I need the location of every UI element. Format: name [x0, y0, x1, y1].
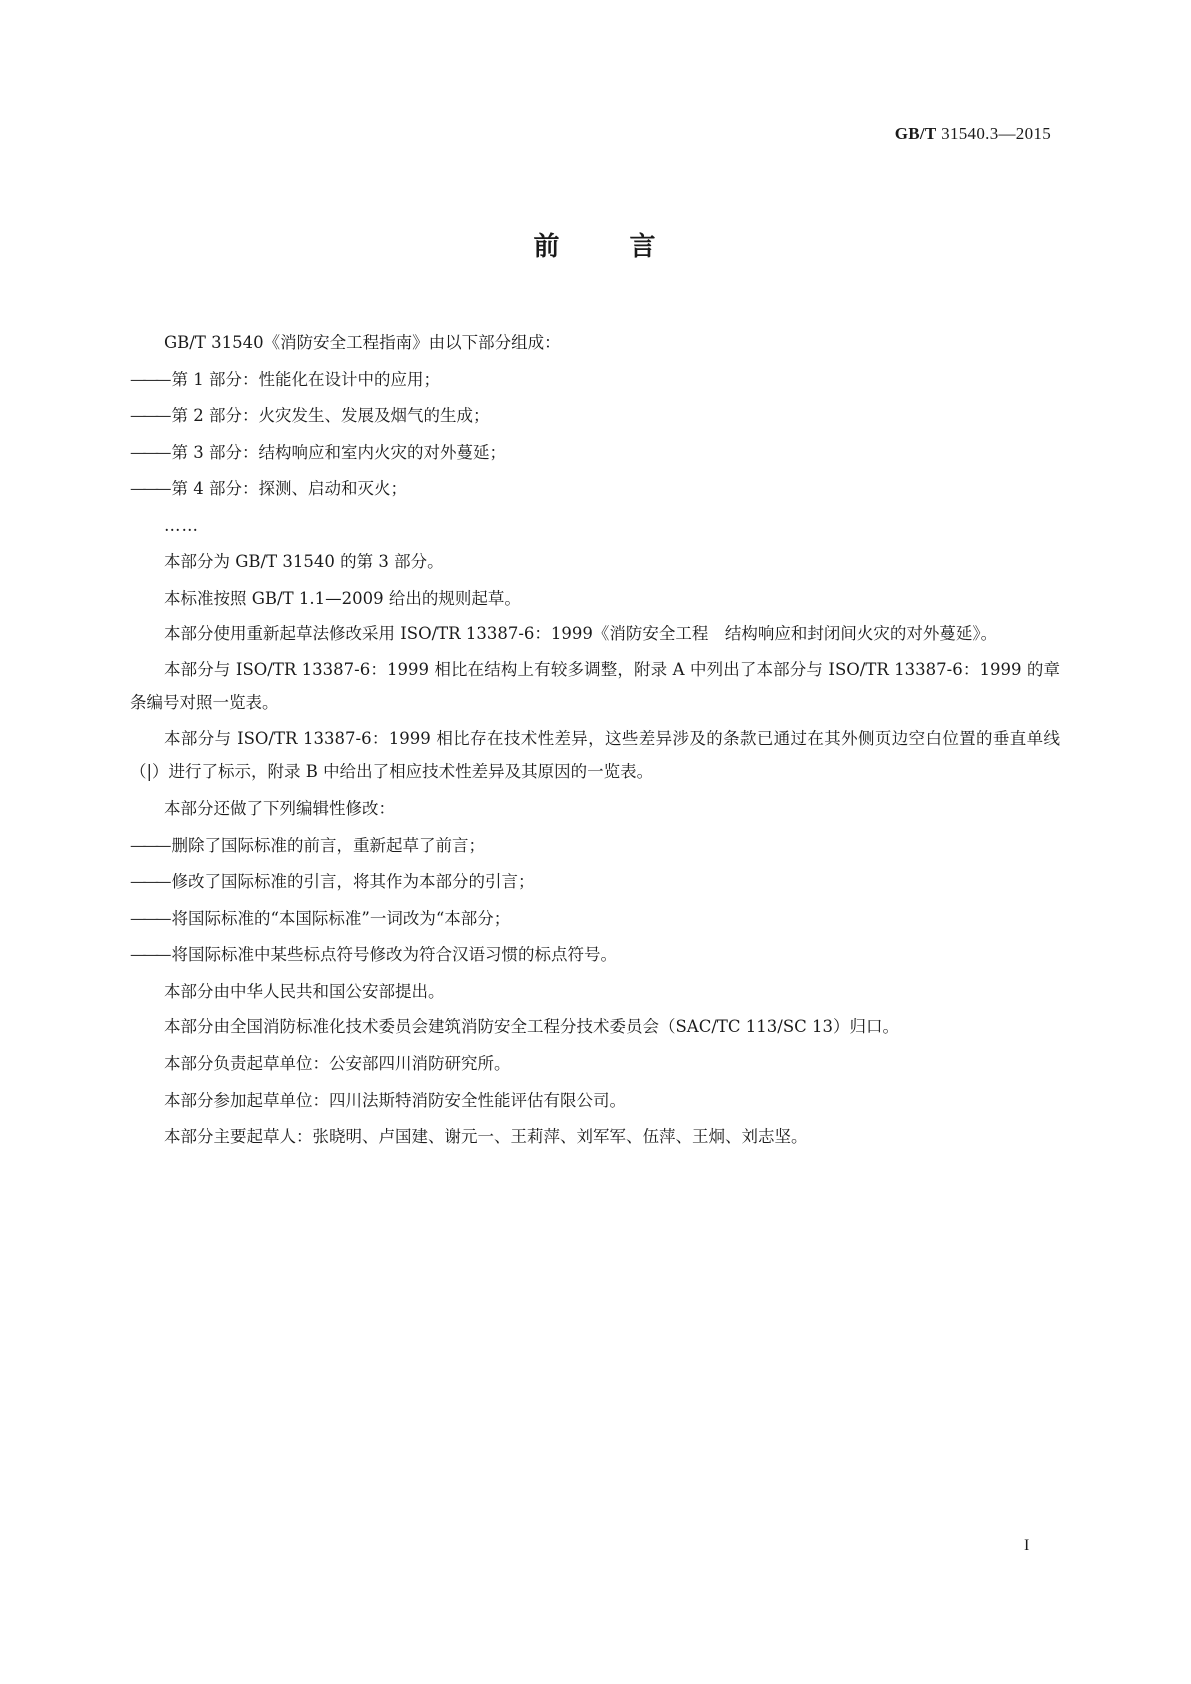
paragraph-technical-differences: 本部分与 ISO/TR 13387-6：1999 相比存在技术性差异，这些差异涉及的条款已通过在其外侧页边空白位置的垂直单线（|）进行了标示，附录 B 中给出了相应技术性差异及其原因的一览表。	[130, 729, 1060, 781]
standard-number	[895, 124, 1051, 144]
part-list-item: ——— 第 2 部分：火灾发生、发展及烟气的生成；	[130, 398, 1060, 435]
ellipsis: ……	[164, 515, 199, 535]
paragraph-participating-drafter: 本部分参加起草单位：四川法斯特消防安全性能评估有限公司。	[164, 1090, 626, 1110]
edit-list-item: ——— 将国际标准的“本国际标准”一词改为“本部分；	[130, 901, 1060, 938]
paragraph-proposer: 本部分由中华人民共和国公安部提出。	[164, 981, 445, 1001]
paragraph-structure-changes: 本部分与 ISO/TR 13387-6：1999 相比在结构上有较多调整，附录 A 中列出了本部分与 ISO/TR 13387-6：1999 的章条编号对照一览表。	[130, 660, 1060, 712]
standard-prefix: GB/T	[894, 124, 937, 143]
edit-list-item: ——— 删除了国际标准的前言，重新起草了前言；	[130, 828, 1060, 865]
paragraph-drafting-rules: 本标准按照 GB/T 1.1—2009 给出的规则起草。	[164, 588, 521, 608]
intro-paragraph: GB/T 31540《消防安全工程指南》由以下部分组成：	[164, 333, 561, 352]
paragraph-editorial-intro: 本部分还做了下列编辑性修改：	[164, 799, 395, 818]
title-char-2: 言	[629, 232, 658, 262]
part-list-item: ——— 第 3 部分：结构响应和室内火灾的对外蔓延；	[130, 435, 1060, 472]
part-list-item: ——— 第 1 部分：性能化在设计中的应用；	[130, 362, 1060, 399]
paragraph-part-of: 本部分为 GB/T 31540 的第 3 部分。	[164, 552, 444, 571]
paragraph-adoption: 本部分使用重新起草法修改采用 ISO/TR 13387-6：1999《消防安全工程 结构响应和封闭间火灾的对外蔓延》。	[164, 624, 998, 643]
standard-code: 31540.3—2015	[941, 124, 1051, 143]
paragraph-committee: 本部分由全国消防标准化技术委员会建筑消防安全工程分技术委员会（SAC/TC 113/SC 13）归口。	[164, 1017, 899, 1036]
edit-list-item: ——— 修改了国际标准的引言，将其作为本部分的引言；	[130, 864, 1060, 901]
paragraph-main-drafters: 本部分主要起草人：张晓明、卢国建、谢元一、王莉萍、刘军军、伍萍、王炯、刘志坚。	[164, 1127, 808, 1146]
edit-list-item: ——— 将国际标准中某些标点符号修改为符合汉语习惯的标点符号。	[130, 937, 1060, 974]
paragraph-lead-drafter: 本部分负责起草单位：公安部四川消防研究所。	[164, 1054, 511, 1073]
part-list-item: ——— 第 4 部分：探测、启动和灭火；	[130, 471, 1060, 508]
foreword-body	[130, 325, 1060, 1156]
page-number: I	[1024, 1537, 1030, 1554]
title-char-1: 前	[533, 232, 562, 262]
page-title	[0, 226, 1191, 263]
